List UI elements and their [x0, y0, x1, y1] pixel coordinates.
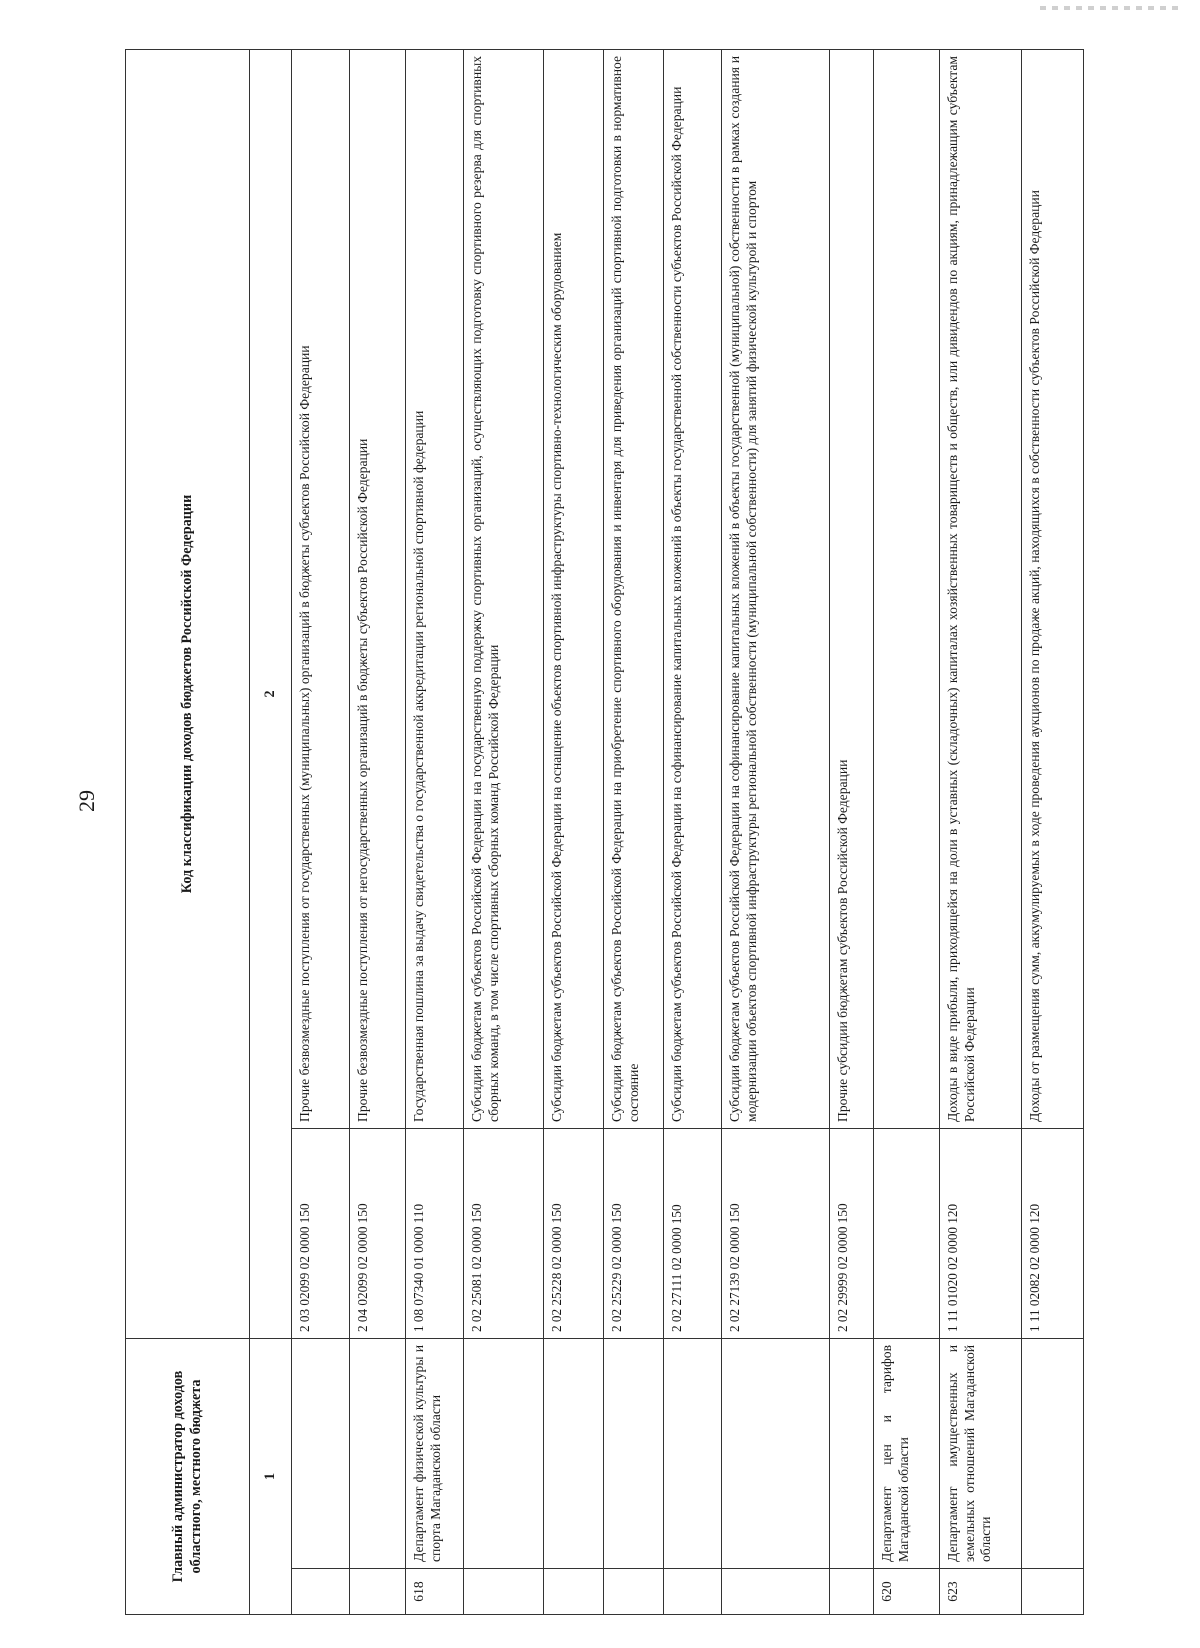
description-cell: Прочие безвозмездные поступления от государственных (муниципальных) организаций в бюджеты субъектов Российской Федерации — [292, 49, 350, 1128]
admin-name-cell — [292, 1338, 350, 1568]
description-cell: Субсидии бюджетам субъектов Российской Федерации на софинансирование капитальных вложений в объекты государственной (муниципальной) собственности в рамках создания и модернизации объектов спортивной инфраструктуры региональной собственности (муниципальной собственности) для занятий физической культурой и спортом — [722, 49, 830, 1128]
description-cell: Субсидии бюджетам субъектов Российской Федерации на оснащение объектов спортивной инфраструктуры спортивно-технологическим оборудованием — [544, 49, 604, 1128]
kbk-code-cell: 2 03 02099 02 0000 150 — [292, 1128, 350, 1338]
column-number-2: 2 — [250, 49, 292, 1338]
admin-code-cell — [664, 1569, 722, 1615]
admin-name-cell — [1022, 1338, 1084, 1568]
admin-code-cell: 620 — [874, 1569, 940, 1615]
admin-code-cell — [830, 1569, 874, 1615]
admin-code-cell — [292, 1569, 350, 1615]
table-row — [292, 49, 350, 1614]
kbk-code-cell: 1 11 01020 02 0000 120 — [940, 1128, 1022, 1338]
scan-artifact — [1040, 6, 1180, 10]
table-row — [874, 49, 940, 1614]
admin-code-cell — [722, 1569, 830, 1615]
admin-name-cell: Департамент физической культуры и спорта Магаданской области — [406, 1338, 464, 1568]
header-code: Код классификации доходов бюджетов Российской Федерации — [126, 49, 250, 1338]
admin-code-cell — [464, 1569, 544, 1615]
description-cell — [874, 49, 940, 1128]
description-cell: Доходы от размещения сумм, аккумулируемых в ходе проведения аукционов по продаже акций, находящихся в собственности субъектов Российской Федерации — [1022, 49, 1084, 1128]
kbk-code-cell: 1 11 02082 02 0000 120 — [1022, 1128, 1084, 1338]
kbk-code-cell: 2 02 25228 02 0000 150 — [544, 1128, 604, 1338]
admin-name-cell — [664, 1338, 722, 1568]
admin-code-cell — [604, 1569, 664, 1615]
description-cell: Субсидии бюджетам субъектов Российской Федерации на приобретение спортивного оборудования и инвентаря для приведения организаций спортивной подготовки в нормативное состояние — [604, 49, 664, 1128]
admin-code-cell — [350, 1569, 406, 1615]
table-row — [544, 49, 604, 1614]
table-row — [664, 49, 722, 1614]
page-number: 29 — [74, 790, 99, 812]
admin-name-cell: Департамент цен и тарифов Магаданской области — [874, 1338, 940, 1568]
kbk-code-cell: 2 02 25229 02 0000 150 — [604, 1128, 664, 1338]
admin-name-cell — [544, 1338, 604, 1568]
admin-name-cell — [464, 1338, 544, 1568]
column-number-1: 1 — [250, 1338, 292, 1614]
description-cell: Субсидии бюджетам субъектов Российской Федерации на софинансирование капитальных вложений в объекты государственной собственности субъектов Российской Федерации — [664, 49, 722, 1128]
table-row — [722, 49, 830, 1614]
column-number-row — [250, 49, 292, 1614]
table-row — [830, 49, 874, 1614]
description-cell: Субсидии бюджетам субъектов Российской Федерации на государственную поддержку спортивных организаций, осуществляющих подготовку спортивного резерва для спортивных сборных команд, в том числе спортивных сборных команд Российской Федерации — [464, 49, 544, 1128]
description-cell: Прочие субсидии бюджетам субъектов Российской Федерации — [830, 49, 874, 1128]
table-row — [940, 49, 1022, 1614]
table-row — [1022, 49, 1084, 1614]
admin-code-cell: 623 — [940, 1569, 1022, 1615]
admin-name-cell — [830, 1338, 874, 1568]
income-classification-table — [125, 49, 1084, 1615]
kbk-code-cell — [874, 1128, 940, 1338]
kbk-code-cell: 2 04 02099 02 0000 150 — [350, 1128, 406, 1338]
table-header-row — [126, 49, 250, 1614]
table-row — [464, 49, 544, 1614]
admin-name-cell — [350, 1338, 406, 1568]
description-cell: Государственная пошлина за выдачу свидетельства о государственной аккредитации региональной спортивной федерации — [406, 49, 464, 1128]
kbk-code-cell: 2 02 27139 02 0000 150 — [722, 1128, 830, 1338]
admin-code-cell — [1022, 1569, 1084, 1615]
admin-code-cell: 618 — [406, 1569, 464, 1615]
rotated-document — [125, 50, 1191, 1615]
table-row — [604, 49, 664, 1614]
description-cell: Доходы в виде прибыли, приходящейся на доли в уставных (складочных) капиталах хозяйственных товариществ и обществ, или дивидендов по акциям, принадлежащим субъектам Российской Федерации — [940, 49, 1022, 1128]
kbk-code-cell: 2 02 29999 02 0000 150 — [830, 1128, 874, 1338]
description-cell: Прочие безвозмездные поступления от негосударственных организаций в бюджеты субъектов Российской Федерации — [350, 49, 406, 1128]
admin-name-cell — [604, 1338, 664, 1568]
kbk-code-cell: 2 02 25081 02 0000 150 — [464, 1128, 544, 1338]
kbk-code-cell: 2 02 27111 02 0000 150 — [664, 1128, 722, 1338]
table-row — [406, 49, 464, 1614]
header-admin: Главный администратор доходов областного, местного бюджета — [126, 1338, 250, 1614]
admin-code-cell — [544, 1569, 604, 1615]
table-row — [350, 49, 406, 1614]
kbk-code-cell: 1 08 07340 01 0000 110 — [406, 1128, 464, 1338]
admin-name-cell: Департамент имущественных и земельных отношений Магаданской области — [940, 1338, 1022, 1568]
admin-name-cell — [722, 1338, 830, 1568]
